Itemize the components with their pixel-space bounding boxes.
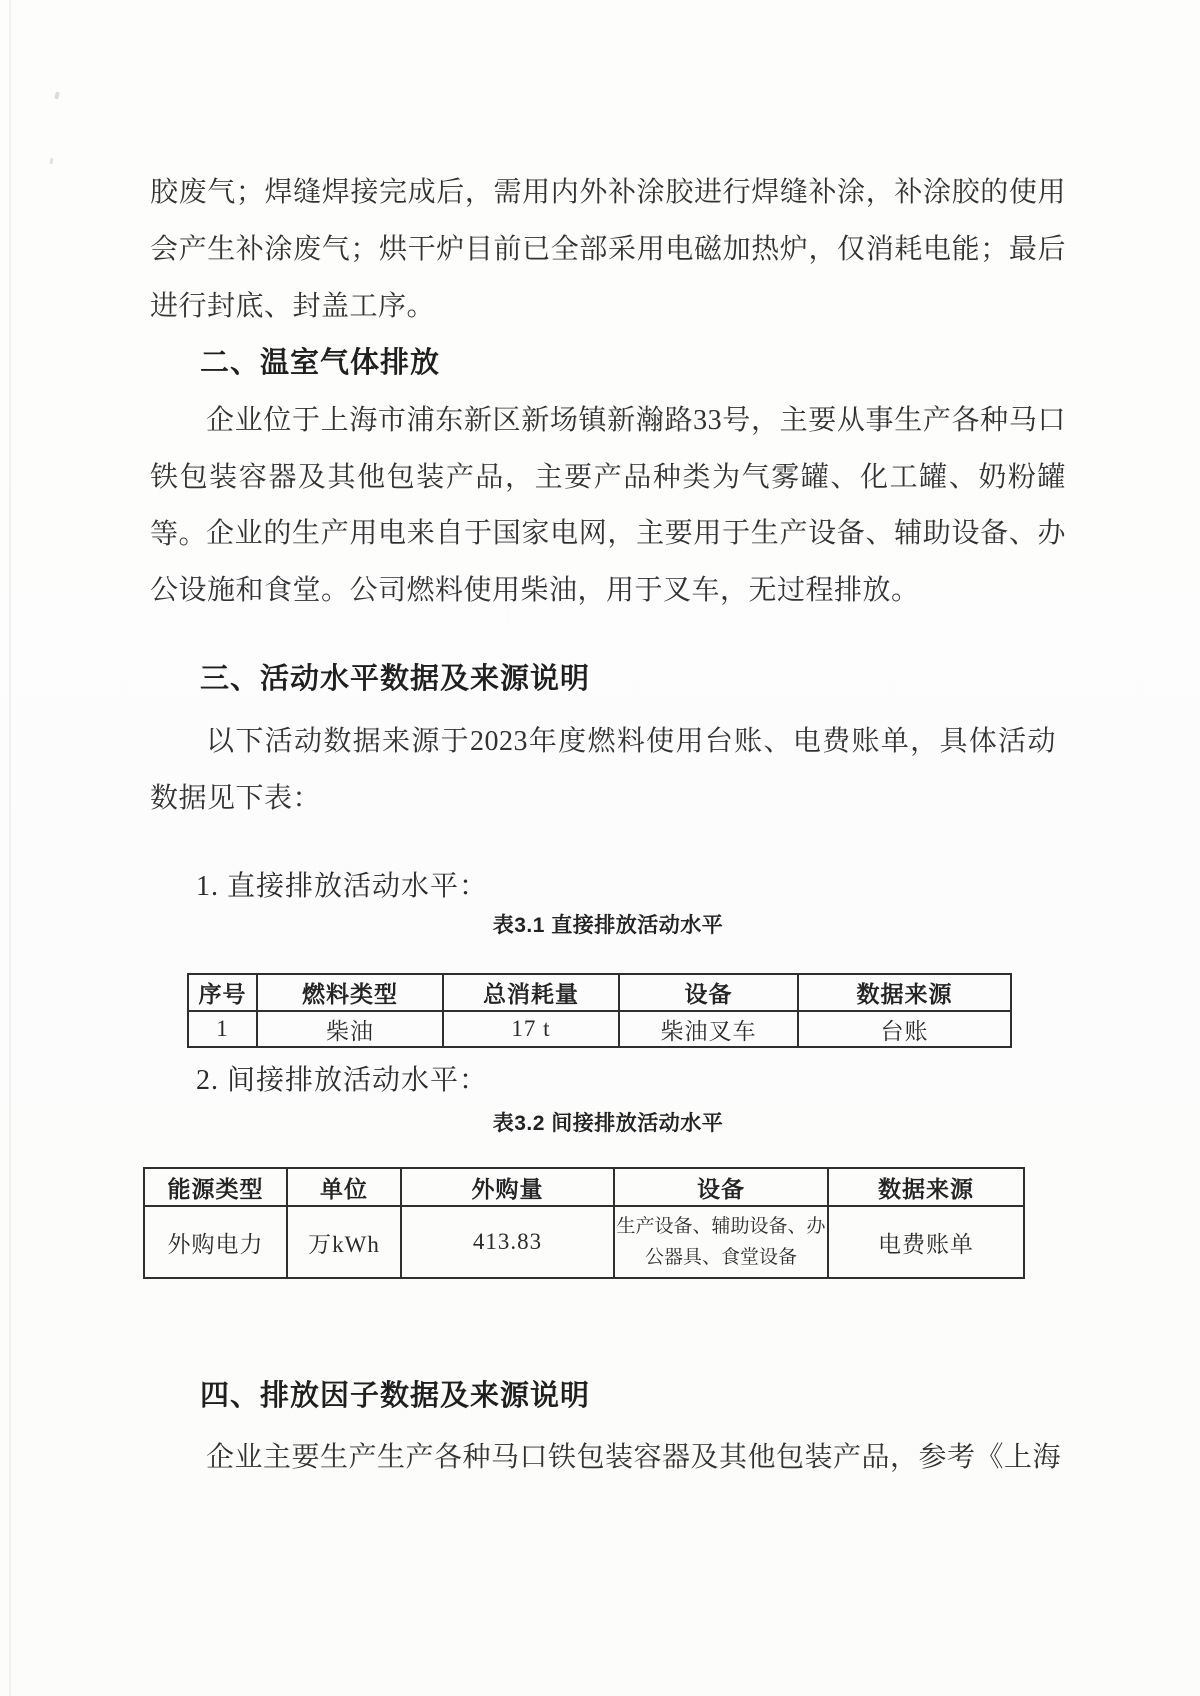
cell-total-consumption: 17 t [443, 1011, 619, 1047]
table-row [144, 1206, 1024, 1278]
col-header-unit: 单位 [287, 1168, 401, 1206]
paragraph-emission-factors-intro: 企业主要生产生产各种马口铁包装容器及其他包装产品，参考《上海 [206, 1442, 1062, 1473]
col-header-data-source: 数据来源 [828, 1168, 1024, 1206]
paragraph-energy-use: 企业的生产用电来自于国家电网，主要用于生产设备、辅助设备、办公设施和食堂。公司燃料使用柴油，用于叉车，无过程排放。 [150, 518, 1066, 606]
table-direct-emissions [187, 973, 1012, 1048]
scan-edge-artifact [9, 0, 11, 1696]
table-header-row [188, 974, 1011, 1011]
col-header-seq: 序号 [188, 974, 257, 1011]
col-header-data-source: 数据来源 [798, 974, 1011, 1011]
section-heading-greenhouse-gas-emissions: 二、温室气体排放 [200, 347, 441, 379]
cell-equipment: 柴油叉车 [619, 1011, 798, 1047]
table-header-row [144, 1168, 1024, 1206]
cell-data-source: 电费账单 [828, 1206, 1024, 1278]
cell-data-source: 台账 [798, 1011, 1011, 1047]
section-heading-activity-data: 三、活动水平数据及来源说明 [200, 663, 591, 695]
sub-item-direct-emissions-label: 1. 直接排放活动水平： [196, 871, 489, 902]
table-row [188, 1011, 1011, 1047]
scan-speck [50, 158, 54, 164]
cell-fuel-type: 柴油 [257, 1011, 443, 1047]
paragraph-company-location: 企业位于上海市浦东新区新场镇新瀚路33号，主要从事生产各种马口铁包装容器及其他包装产品，主要产品种类为气雾罐、化工罐、奶粉罐等。 [150, 405, 1066, 550]
col-header-equipment: 设备 [619, 974, 798, 1011]
cell-unit: 万kWh [287, 1206, 401, 1278]
cell-equipment: 生产设备、辅助设备、办公器具、食堂设备 [614, 1206, 828, 1278]
scan-speck [54, 92, 60, 100]
col-header-energy-type: 能源类型 [144, 1168, 287, 1206]
section-heading-emission-factors: 四、排放因子数据及来源说明 [200, 1380, 591, 1412]
sub-item-indirect-emissions-label: 2. 间接排放活动水平： [196, 1065, 489, 1096]
paragraph-activity-data-intro: 以下活动数据来源于2023年度燃料使用台账、电费账单，具体活动数据见下表： [150, 726, 1056, 814]
col-header-total-consumption: 总消耗量 [443, 974, 619, 1011]
table-indirect-emissions [143, 1167, 1025, 1279]
table-caption-indirect: 表3.2 间接排放活动水平 [492, 1112, 724, 1135]
cell-seq: 1 [188, 1011, 257, 1047]
continued-paragraph: 胶废气；焊缝焊接完成后，需用内外补涂胶进行焊缝补涂，补涂胶的使用会产生补涂废气；烘干炉目前已全部采用电磁加热炉，仅消耗电能；最后进行封底、封盖工序。 [150, 177, 1066, 322]
table-caption-direct: 表3.1 直接排放活动水平 [492, 914, 724, 937]
cell-energy-type: 外购电力 [144, 1206, 287, 1278]
col-header-fuel-type: 燃料类型 [257, 974, 443, 1011]
col-header-equipment: 设备 [614, 1168, 828, 1206]
col-header-purchased-amount: 外购量 [401, 1168, 614, 1206]
cell-purchased-amount: 413.83 [401, 1206, 614, 1278]
